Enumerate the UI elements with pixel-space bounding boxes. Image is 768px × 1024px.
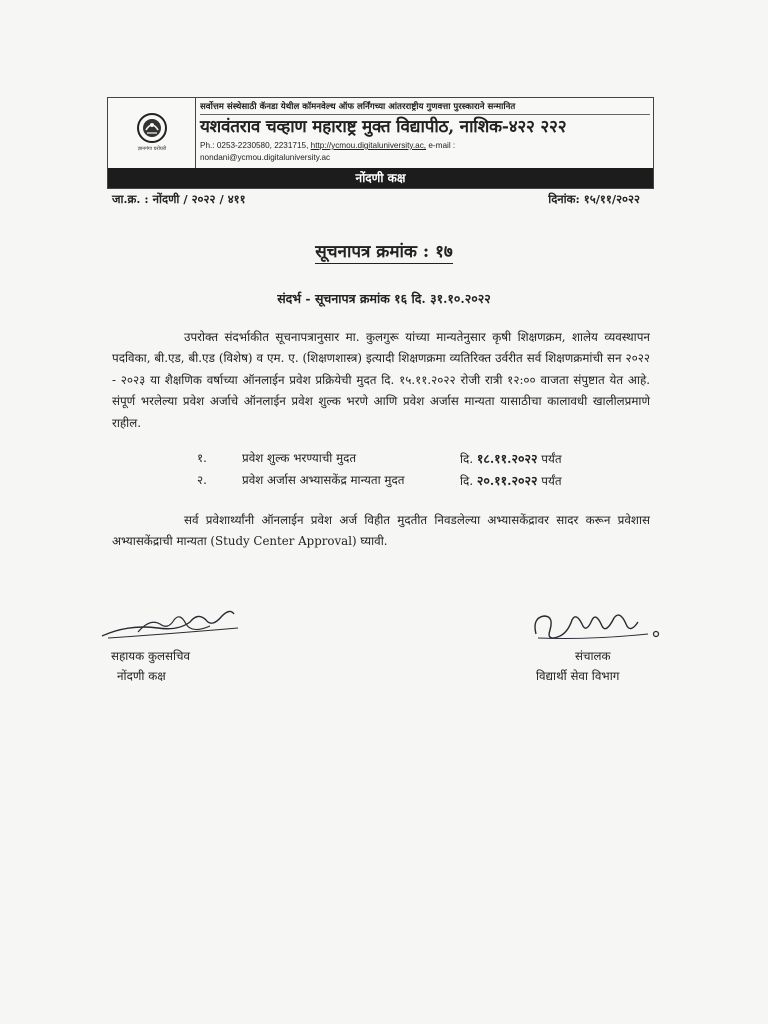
university-name: यशवंतराव चव्हाण महाराष्ट्र मुक्त विद्यापीठ, नाशिक-४२२ २२२ [200, 117, 567, 137]
email-address[interactable]: nondani@ycmou.digitaluniversity.ac [200, 153, 331, 162]
deadline-date: १८.११.२०२२ [476, 451, 538, 466]
notice-title [0, 239, 768, 262]
logo-caption: ज्ञानगंगा घरोघरी [137, 146, 167, 152]
item-number: २. [197, 473, 207, 487]
left-signatory-office: नोंदणी कक्ष [117, 669, 166, 683]
right-signatory-office: विद्यार्थी सेवा विभाग [536, 669, 620, 683]
date-suffix: पर्यंत [541, 452, 562, 466]
right-signatory-title: संचालक [575, 649, 611, 663]
notice-body: उपरोक्त संदर्भाकीत सूचनापत्रानुसार मा. कुलगुरू यांच्या मान्यतेनुसार कृषी शिक्षणक्रम, शालेय व्यवस्थापन पदविका, बी.एड, बी.एड (विशेष) व एम. ए. (शिक्षणशास्त्र) इत्यादी शिक्षणक्रमा व्यतिरिक्त उर्वरीत सर्व शिक्षणक्रमांची सन २०२२ - २०२३ या शैक्षणिक वर्षाच्या ऑनलाईन प्रवेश प्रक्रियेची मुदत दि. १५.११.२०२२ रोजी रात्री १२:०० वाजता संपुष्टात येत आहे. संपूर्ण भरलेल्या प्रवेश अर्जाचे ऑनलाईन प्रवेश शुल्क भरणे आणि प्रवेश अर्जास मान्यता यासाठीचा कालावधी खालीलप्रमाणे राहील. [112, 330, 650, 430]
letterhead-tagline: सर्वोत्तम संस्थेसाठी कॅनडा येथील कॉमनवेल्थ ऑफ लर्निंगच्या आंतरराष्ट्रीय गुणवत्ता पुरस्काराने सन्मानित [200, 100, 650, 115]
item-label: प्रवेश शुल्क भरण्याची मुदत [242, 451, 357, 465]
logo-cell [108, 98, 196, 168]
reference-number: जा.क्र. : नोंदणी / २०२२ / ४११ [112, 192, 246, 206]
contact-line [200, 141, 652, 150]
issue-date: दिनांक: १५/११/२०२२ [548, 192, 640, 206]
closing-paragraph: सर्व प्रवेशार्थ्यांनी ऑनलाईन प्रवेश अर्ज विहीत मुदतीत निवडलेल्या अभ्यासकेंद्रावर सादर करून प्रवेशास अभ्यासकेंद्राची मान्यता (Study Center Approval) घ्यावी. [112, 513, 650, 549]
letterhead [107, 97, 654, 189]
university-logo-icon [136, 112, 168, 144]
phone-text: Ph.: 0253-2230580, 2231715, [200, 141, 309, 150]
item-deadline [460, 472, 562, 489]
website-link[interactable]: http://ycmou.digitaluniversity.ac, [310, 141, 427, 150]
item-label: प्रवेश अर्जास अभ्यासकेंद्र मान्यता मुदत [242, 473, 405, 487]
email-label: e-mail : [428, 141, 456, 150]
deadline-date: २०.११.२०२२ [476, 473, 538, 488]
right-signature-icon [530, 604, 665, 650]
left-signatory-title: सहायक कुलसचिव [111, 649, 191, 663]
date-prefix: दि. [460, 474, 474, 488]
date-suffix: पर्यंत [541, 474, 562, 488]
left-signature-icon [98, 598, 243, 646]
department-bar: नोंदणी कक्ष [108, 168, 653, 188]
item-number: १. [197, 451, 207, 465]
item-deadline [460, 450, 562, 467]
notice-reference: संदर्भ - सूचनापत्र क्रमांक १६ दि. ३१.१०.२०२२ [277, 291, 491, 306]
date-prefix: दि. [460, 452, 474, 466]
notice-title-text: सूचनापत्र क्रमांक : १७ [315, 242, 453, 262]
